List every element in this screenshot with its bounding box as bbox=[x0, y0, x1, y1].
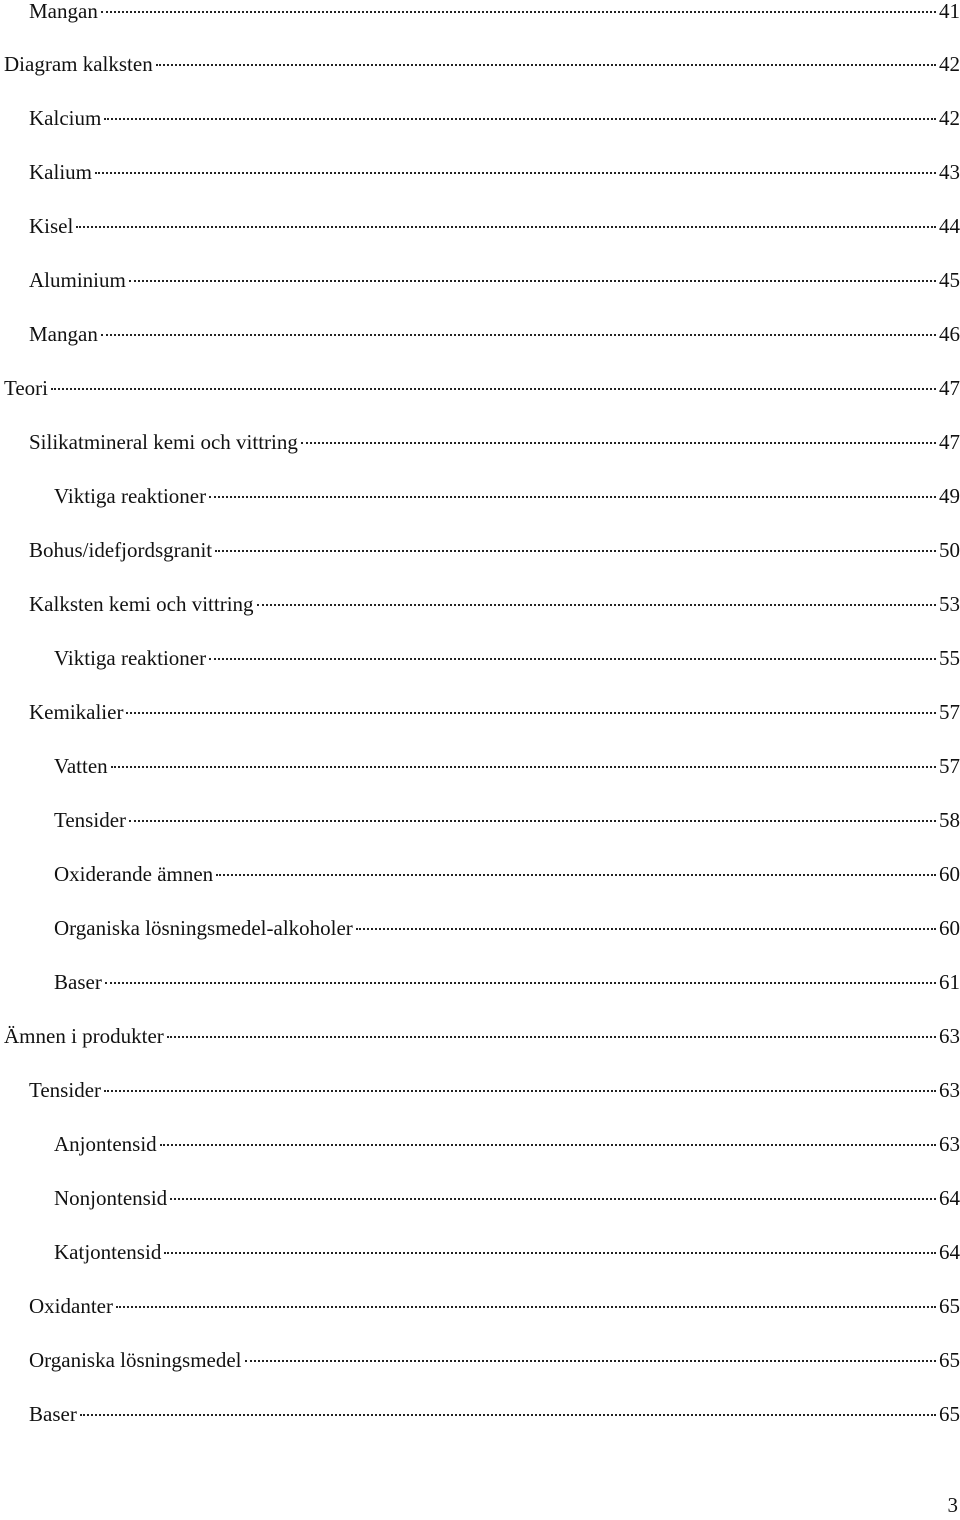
toc-entry-title: Tensider bbox=[29, 1078, 102, 1102]
toc-entry-baser-2[interactable] bbox=[29, 1399, 960, 1429]
dot-leader bbox=[215, 550, 936, 552]
toc-entry-oxiderande-amnen[interactable] bbox=[54, 859, 960, 889]
dot-leader bbox=[104, 1090, 936, 1092]
dot-leader bbox=[111, 766, 936, 768]
toc-entry-title: Mangan bbox=[29, 0, 98, 23]
toc-entry-kisel[interactable] bbox=[29, 211, 960, 241]
toc-entry-title: Katjontensid bbox=[54, 1240, 162, 1264]
toc-entry-mangan[interactable] bbox=[29, 0, 960, 26]
toc-entry-title: Silikatmineral kemi och vittring bbox=[29, 430, 298, 454]
dot-leader bbox=[245, 1360, 936, 1362]
dot-leader bbox=[105, 982, 936, 984]
toc-entry-page: 49 bbox=[939, 484, 960, 508]
toc-entry-silikatmineral[interactable] bbox=[29, 427, 960, 457]
toc-entry-page: 42 bbox=[939, 106, 960, 130]
toc-entry-page: 60 bbox=[939, 862, 960, 886]
toc-entry-page: 44 bbox=[939, 214, 960, 238]
toc-entry-baser[interactable] bbox=[54, 967, 960, 997]
toc-entry-tensider-2[interactable] bbox=[29, 1075, 960, 1105]
dot-leader bbox=[80, 1414, 936, 1416]
dot-leader bbox=[51, 388, 936, 390]
toc-entry-diagram-kalksten[interactable] bbox=[4, 49, 960, 79]
dot-leader bbox=[101, 334, 936, 336]
toc-entry-title: Kisel bbox=[29, 214, 74, 238]
toc-entry-kalcium[interactable] bbox=[29, 103, 960, 133]
dot-leader bbox=[209, 658, 936, 660]
toc-entry-title: Organiska lösningsmedel bbox=[29, 1348, 242, 1372]
toc-entry-title: Tensider bbox=[54, 808, 127, 832]
toc-entry-page: 42 bbox=[939, 52, 960, 76]
toc-entry-mangan-2[interactable] bbox=[29, 319, 960, 349]
toc-entry-page: 43 bbox=[939, 160, 960, 184]
toc-entry-page: 60 bbox=[939, 916, 960, 940]
toc-entry-page: 53 bbox=[939, 592, 960, 616]
toc-entry-kalksten-kemi[interactable] bbox=[29, 589, 960, 619]
toc-entry-title: Diagram kalksten bbox=[4, 52, 153, 76]
toc-entry-page: 64 bbox=[939, 1186, 960, 1210]
toc-entry-page: 50 bbox=[939, 538, 960, 562]
toc-entry-page: 63 bbox=[939, 1024, 960, 1048]
toc-entry-title: Anjontensid bbox=[54, 1132, 157, 1156]
toc-entry-title: Aluminium bbox=[29, 268, 126, 292]
toc-entry-title: Mangan bbox=[29, 322, 98, 346]
dot-leader bbox=[164, 1252, 936, 1254]
toc-entry-oxidanter[interactable] bbox=[29, 1291, 960, 1321]
toc-entry-title: Kemikalier bbox=[29, 700, 124, 724]
dot-leader bbox=[216, 874, 936, 876]
toc-entry-title: Viktiga reaktioner bbox=[54, 484, 207, 508]
toc-entry-amnen-i-produkter[interactable] bbox=[4, 1021, 960, 1051]
page-number: 3 bbox=[947, 1493, 958, 1517]
toc-entry-title: Ämnen i produkter bbox=[4, 1024, 164, 1048]
toc-entry-viktiga-reaktioner[interactable] bbox=[54, 481, 960, 511]
dot-leader bbox=[126, 712, 936, 714]
toc-entry-page: 65 bbox=[939, 1294, 960, 1318]
dot-leader bbox=[129, 280, 936, 282]
dot-leader bbox=[116, 1306, 936, 1308]
toc-entry-title: Bohus/idefjordsgranit bbox=[29, 538, 213, 562]
toc-entry-tensider[interactable] bbox=[54, 805, 960, 835]
dot-leader bbox=[76, 226, 936, 228]
toc-entry-viktiga-reaktioner-2[interactable] bbox=[54, 643, 960, 673]
toc-entry-page: 63 bbox=[939, 1132, 960, 1156]
dot-leader bbox=[301, 442, 936, 444]
toc-entry-organiska-losningsmedel-alkoholer[interactable] bbox=[54, 913, 960, 943]
toc-entry-page: 57 bbox=[939, 700, 960, 724]
toc-entry-page: 65 bbox=[939, 1402, 960, 1426]
toc-entry-title: Kalium bbox=[29, 160, 92, 184]
dot-leader bbox=[160, 1144, 936, 1146]
toc-entry-page: 63 bbox=[939, 1078, 960, 1102]
toc-entry-title: Organiska lösningsmedel-alkoholer bbox=[54, 916, 353, 940]
dot-leader bbox=[257, 604, 936, 606]
dot-leader bbox=[209, 496, 936, 498]
toc-entry-nonjontensid[interactable] bbox=[54, 1183, 960, 1213]
toc-entry-organiska-losningsmedel[interactable] bbox=[29, 1345, 960, 1375]
toc-entry-page: 47 bbox=[939, 376, 960, 400]
toc-entry-page: 55 bbox=[939, 646, 960, 670]
toc-entry-title: Viktiga reaktioner bbox=[54, 646, 207, 670]
toc-entry-vatten[interactable] bbox=[54, 751, 960, 781]
dot-leader bbox=[170, 1198, 936, 1200]
dot-leader bbox=[156, 64, 936, 66]
toc-entry-title: Baser bbox=[29, 1402, 77, 1426]
toc-entry-title: Kalksten kemi och vittring bbox=[29, 592, 254, 616]
toc-entry-teori[interactable] bbox=[4, 373, 960, 403]
toc-entry-page: 45 bbox=[939, 268, 960, 292]
toc-entry-title: Oxiderande ämnen bbox=[54, 862, 214, 886]
toc-entry-page: 47 bbox=[939, 430, 960, 454]
dot-leader bbox=[129, 820, 936, 822]
toc-entry-title: Vatten bbox=[54, 754, 108, 778]
dot-leader bbox=[104, 118, 936, 120]
toc-entry-kemikalier[interactable] bbox=[29, 697, 960, 727]
toc-entry-page: 65 bbox=[939, 1348, 960, 1372]
toc-entry-title: Baser bbox=[54, 970, 102, 994]
toc-entry-anjontensid[interactable] bbox=[54, 1129, 960, 1159]
toc-entry-title: Teori bbox=[4, 376, 49, 400]
toc-entry-page: 58 bbox=[939, 808, 960, 832]
dot-leader bbox=[356, 928, 936, 930]
dot-leader bbox=[101, 11, 936, 13]
toc-entry-bohus-idefjordsgranit[interactable] bbox=[29, 535, 960, 565]
toc-entry-page: 61 bbox=[939, 970, 960, 994]
toc-entry-title: Oxidanter bbox=[29, 1294, 113, 1318]
toc-entry-page: 57 bbox=[939, 754, 960, 778]
dot-leader bbox=[167, 1036, 936, 1038]
toc-entry-title: Nonjontensid bbox=[54, 1186, 168, 1210]
toc-entry-page: 41 bbox=[939, 0, 960, 23]
toc-entry-katjontensid[interactable] bbox=[54, 1237, 960, 1267]
toc-entry-page: 64 bbox=[939, 1240, 960, 1264]
toc-entry-title: Kalcium bbox=[29, 106, 102, 130]
toc-entry-kalium[interactable] bbox=[29, 157, 960, 187]
toc-entry-aluminium[interactable] bbox=[29, 265, 960, 295]
toc-entry-page: 46 bbox=[939, 322, 960, 346]
dot-leader bbox=[95, 172, 936, 174]
